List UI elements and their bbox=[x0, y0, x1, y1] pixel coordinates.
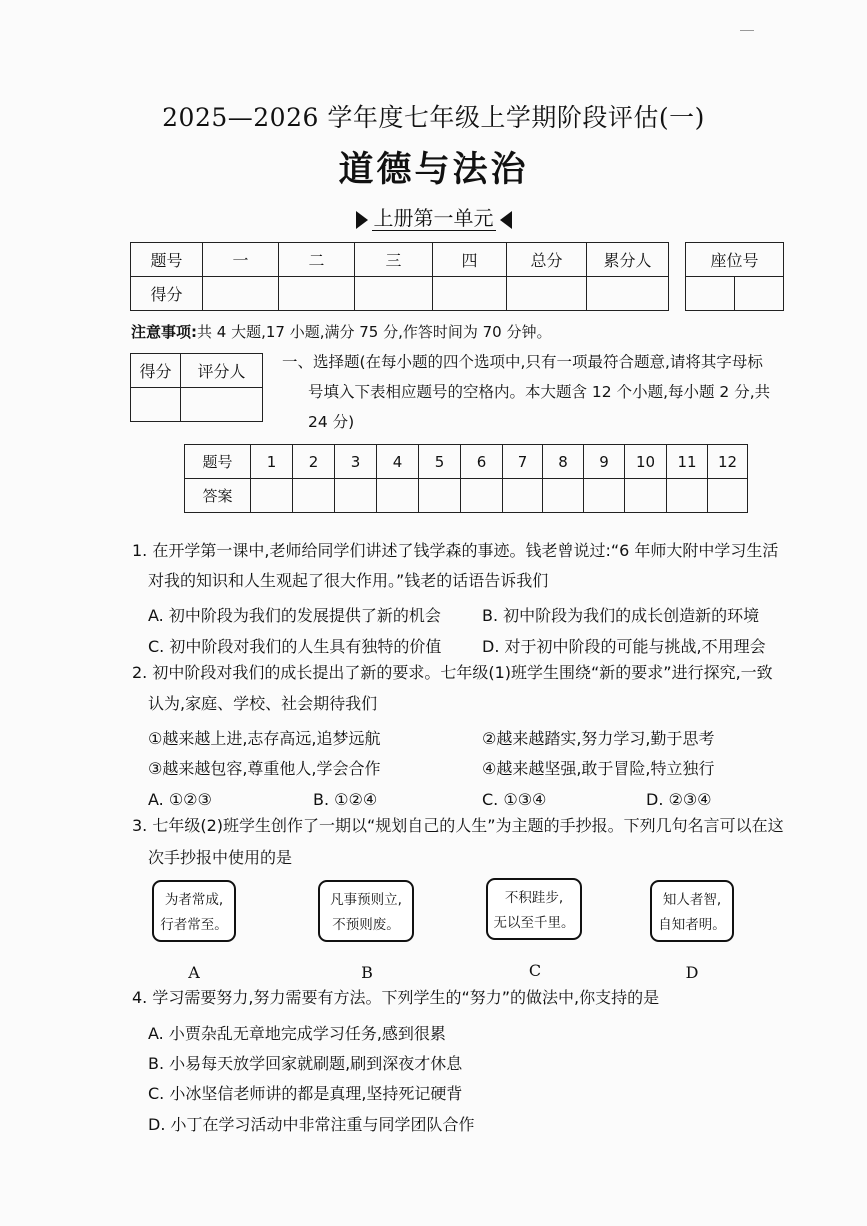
score-cell-2: 二 bbox=[279, 243, 355, 277]
score-blank[interactable] bbox=[433, 277, 507, 311]
q2-option-d[interactable]: D. ②③④ bbox=[646, 790, 712, 809]
q4-stem-line1: 4. 学习需要努力,努力需要有方法。下列学生的“努力”的做法中,你支持的是 bbox=[132, 988, 660, 1007]
grader-table bbox=[130, 353, 263, 422]
seat-label: 座位号 bbox=[686, 243, 784, 277]
scan-mark bbox=[740, 30, 754, 31]
q2-stem-line1: 2. 初中阶段对我们的成长提出了新的要求。七年级(1)班学生围绕“新的要求”进行探究,一致 bbox=[132, 663, 773, 682]
section1-line1: 一、选择题(在每小题的四个选项中,只有一项最符合题意,请将其字母标 bbox=[282, 353, 763, 371]
answer-blank[interactable] bbox=[251, 479, 293, 513]
unit-text: 上册第一单元 bbox=[373, 206, 494, 230]
q1-option-d[interactable]: D. 对于初中阶段的可能与挑战,不用理会 bbox=[482, 637, 766, 656]
answer-blank[interactable] bbox=[419, 479, 461, 513]
question-number: 11 bbox=[667, 445, 708, 479]
grader-blank[interactable] bbox=[181, 388, 263, 422]
score-cell-tally: 累分人 bbox=[587, 243, 669, 277]
score-cell-1: 一 bbox=[203, 243, 279, 277]
quote-card-b[interactable] bbox=[318, 880, 414, 942]
answer-label: 答案 bbox=[185, 479, 251, 513]
score-row-label: 得分 bbox=[131, 277, 203, 311]
q2-statement-3: ③越来越包容,尊重他人,学会合作 bbox=[148, 759, 381, 778]
q2-option-c[interactable]: C. ①③④ bbox=[482, 790, 547, 809]
quote-card-a[interactable] bbox=[152, 880, 236, 942]
score-table-score-row bbox=[131, 277, 669, 311]
question-number: 5 bbox=[419, 445, 461, 479]
quote-label-a: A bbox=[188, 963, 200, 982]
answer-number-row bbox=[185, 445, 748, 479]
q2-option-b[interactable]: B. ①②④ bbox=[313, 790, 378, 809]
q4-option-c[interactable]: C. 小冰坚信老师讲的都是真理,坚持死记硬背 bbox=[148, 1084, 463, 1103]
notice-label: 注意事项: bbox=[131, 323, 197, 341]
quote-card-d[interactable] bbox=[650, 880, 734, 942]
answer-blank[interactable] bbox=[667, 479, 708, 513]
quote-a-line1: 为者常成, bbox=[164, 892, 224, 908]
question-number: 4 bbox=[377, 445, 419, 479]
answer-blank[interactable] bbox=[625, 479, 667, 513]
quote-b-line1: 凡事预则立, bbox=[330, 892, 402, 908]
question-number: 9 bbox=[584, 445, 625, 479]
subject-title: 道德与法治 bbox=[338, 149, 529, 190]
quote-label-c: C bbox=[528, 961, 542, 980]
quote-b-line2: 不预则废。 bbox=[332, 917, 400, 933]
answer-table bbox=[184, 444, 748, 513]
section1-line3: 24 分) bbox=[308, 413, 355, 431]
q3-stem-line2: 次手抄报中使用的是 bbox=[148, 848, 293, 867]
notice bbox=[131, 321, 552, 342]
score-blank[interactable] bbox=[355, 277, 433, 311]
triangle-right-icon bbox=[356, 211, 368, 229]
quote-card-c[interactable] bbox=[486, 878, 582, 940]
quote-c-line2: 无以至千里。 bbox=[493, 915, 575, 931]
question-number: 3 bbox=[335, 445, 377, 479]
score-blank[interactable] bbox=[203, 277, 279, 311]
q3-stem-line1: 3. 七年级(2)班学生创作了一期以“规划自己的人生”为主题的手抄报。下列几句名言可以在这 bbox=[132, 816, 784, 835]
unit-label bbox=[0, 202, 867, 231]
q4-option-d[interactable]: D. 小丁在学习活动中非常注重与同学团队合作 bbox=[148, 1115, 475, 1134]
question-number: 7 bbox=[503, 445, 543, 479]
exam-title: 2025—2026 学年度七年级上学期阶段评估(一) bbox=[162, 103, 705, 132]
score-table-header-row bbox=[131, 243, 669, 277]
score-blank[interactable] bbox=[279, 277, 355, 311]
quote-d-line1: 知人者智, bbox=[662, 892, 722, 908]
answer-blank[interactable] bbox=[543, 479, 584, 513]
answer-blank[interactable] bbox=[377, 479, 419, 513]
answer-blank[interactable] bbox=[335, 479, 377, 513]
q1-stem-line2: 对我的知识和人生观起了很大作用。”钱老的话语告诉我们 bbox=[148, 571, 549, 590]
answer-blank-row bbox=[185, 479, 748, 513]
question-number: 10 bbox=[625, 445, 667, 479]
answer-blank[interactable] bbox=[584, 479, 625, 513]
seat-blank[interactable] bbox=[686, 277, 735, 311]
question-number: 2 bbox=[293, 445, 335, 479]
q2-statement-2: ②越来越踏实,努力学习,勤于思考 bbox=[482, 729, 715, 748]
quote-d-line2: 自知者明。 bbox=[658, 917, 726, 933]
q2-statement-1: ①越来越上进,志存高远,追梦远航 bbox=[148, 729, 381, 748]
grader-blank[interactable] bbox=[131, 388, 181, 422]
q1-option-a[interactable]: A. 初中阶段为我们的发展提供了新的机会 bbox=[148, 606, 441, 625]
section1-instructions bbox=[282, 347, 802, 437]
answer-blank[interactable] bbox=[708, 479, 748, 513]
score-cell-4: 四 bbox=[433, 243, 507, 277]
q1-stem-line1: 1. 在开学第一课中,老师给同学们讲述了钱学森的事迹。钱老曾说过:“6 年师大附中学习生活 bbox=[132, 541, 779, 560]
q2-stem-line2: 认为,家庭、学校、社会期待我们 bbox=[148, 694, 378, 713]
q2-option-a[interactable]: A. ①②③ bbox=[148, 790, 212, 809]
section1-line2: 号填入下表相应题号的空格内。本大题含 12 个小题,每小题 2 分,共 bbox=[308, 383, 771, 401]
q4-option-b[interactable]: B. 小易每天放学回家就刷题,刷到深夜才休息 bbox=[148, 1054, 463, 1073]
grader-score-label: 得分 bbox=[131, 354, 181, 388]
q1-option-c[interactable]: C. 初中阶段对我们的人生具有独特的价值 bbox=[148, 637, 442, 656]
score-cell-label: 题号 bbox=[131, 243, 203, 277]
seat-table bbox=[685, 242, 784, 311]
answer-blank[interactable] bbox=[503, 479, 543, 513]
score-blank[interactable] bbox=[587, 277, 669, 311]
triangle-left-icon bbox=[500, 211, 512, 229]
answer-blank[interactable] bbox=[461, 479, 503, 513]
score-blank[interactable] bbox=[507, 277, 587, 311]
question-number: 1 bbox=[251, 445, 293, 479]
quote-label-d: D bbox=[685, 963, 699, 982]
notice-text: 共 4 大题,17 小题,满分 75 分,作答时间为 70 分钟。 bbox=[197, 323, 552, 341]
score-cell-3: 三 bbox=[355, 243, 433, 277]
question-number: 8 bbox=[543, 445, 584, 479]
question-number: 12 bbox=[708, 445, 748, 479]
quote-label-b: B bbox=[361, 963, 373, 982]
q1-option-b[interactable]: B. 初中阶段为我们的成长创造新的环境 bbox=[482, 606, 760, 625]
answer-blank[interactable] bbox=[293, 479, 335, 513]
answer-row-label: 题号 bbox=[185, 445, 251, 479]
q4-option-a[interactable]: A. 小贾杂乱无章地完成学习任务,感到很累 bbox=[148, 1024, 446, 1043]
score-cell-total: 总分 bbox=[507, 243, 587, 277]
question-number: 6 bbox=[461, 445, 503, 479]
grader-label: 评分人 bbox=[181, 354, 263, 388]
seat-blank[interactable] bbox=[735, 277, 784, 311]
q2-statement-4: ④越来越坚强,敢于冒险,特立独行 bbox=[482, 759, 715, 778]
quote-c-line1: 不积跬步, bbox=[504, 890, 564, 906]
quote-a-line2: 行者常至。 bbox=[160, 917, 228, 933]
score-table bbox=[130, 242, 669, 311]
